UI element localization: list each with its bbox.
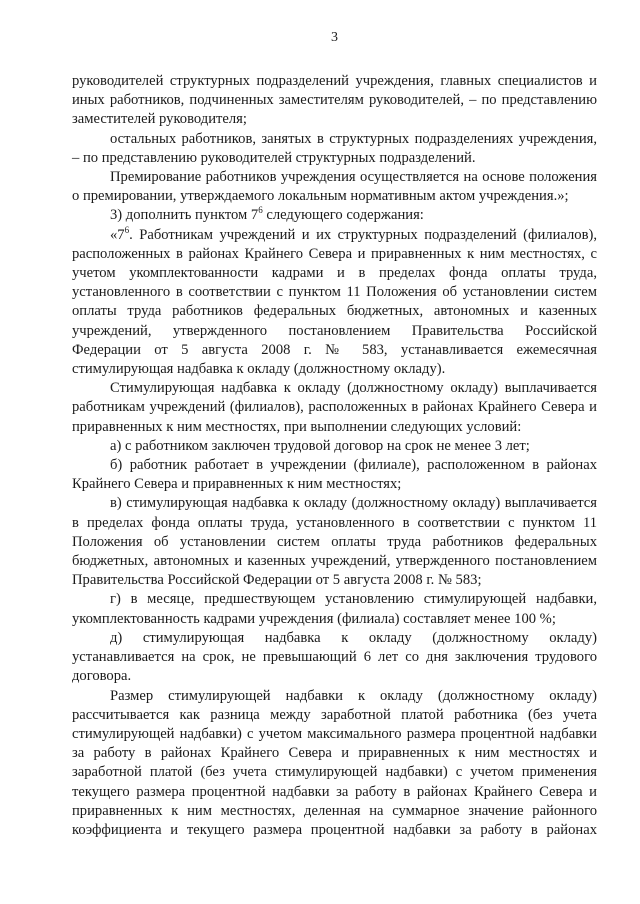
paragraph-text: б) работник работает в учреждении (филиале), расположенном в районах Крайнего Севера и приравненных к ним местностях; (72, 457, 597, 493)
superscript: 6 (258, 205, 263, 216)
paragraph-text: а) с работником заключен трудовой договор на срок не менее 3 лет; (110, 437, 530, 454)
paragraph-text: д) стимулирующая надбавка к окладу (должностному окладу) устанавливается на срок, не превышающий 6 лет со дня заключения трудового договора. (72, 629, 597, 685)
paragraph (72, 130, 597, 168)
paragraph-text: . Работникам учреждений и их структурных подразделений (филиалов), расположенных в районах Крайнего Севера и приравненных к ним местностях, с учетом укомплектованности кадрами и в пределах фонда оплаты труда, установленного в соответствии с пунктом 11 Положения об установлении систем оплаты труда работников федеральных бюджетных, автономных и казенных учреждений, утвержденного постановлением Правительства Российской Федерации от 5 августа 2008 г. № 583, устанавливается ежемесячная стимулирующая надбавка к окладу (должностному окладу). (72, 226, 597, 378)
paragraph (72, 168, 597, 206)
paragraph (72, 72, 597, 130)
paragraph-text: следующего содержания: (262, 207, 424, 224)
paragraph-text: Стимулирующая надбавка к окладу (должностному окладу) выплачивается работникам учреждений (филиалов), расположенных в районах Крайнего Севера и приравненных к ним местностях, при выполнении следующих условий: (72, 380, 597, 435)
paragraph-text: остальных работников, занятых в структурных подразделениях учреждения, – по представлению руководителей структурных подразделений. (72, 130, 597, 166)
paragraph (72, 379, 597, 437)
superscript: 6 (124, 224, 130, 235)
paragraph (72, 629, 597, 687)
paragraph-text: Премирование работников учреждения осуществляется на основе положения о премировании, утверждаемого локальным нормативным актом учреждения.»; (72, 169, 597, 205)
document-body (72, 72, 597, 840)
paragraph (72, 494, 597, 590)
paragraph-text: «7 (110, 226, 125, 243)
paragraph-text: Размер стимулирующей надбавки к окладу (должностному окладу) рассчитывается как разница между заработной платой работника (без учета стимулирующей надбавки) с учетом максимального размера процентной надбавки за работу в районах Крайнего Севера и приравненных к ним местностях и заработной платой (без учета стимулирующей надбавки) с учетом применения текущего размера процентной надбавки за работу в районах Крайнего Севера и приравненных к ним местностях, деленная на суммарное значение районного коэффициента и текущего размера процентной надбавки за работу в районах (72, 687, 597, 838)
paragraph-text: в) стимулирующая надбавка к окладу (должностному окладу) выплачивается в пределах фонда оплаты труда, установленного в соответствии с пунктом 11 Положения об установлении систем оплаты труда работников федеральных бюджетных, автономных и казенных учреждений, утвержденного постановлением Правительства Российской Федерации от 5 августа 2008 г. № 583; (72, 495, 597, 589)
paragraph (72, 456, 597, 494)
paragraph (72, 206, 597, 225)
paragraph-text: 3) дополнить пунктом 7 (110, 207, 259, 224)
paragraph (72, 687, 597, 841)
paragraph-text: г) в месяце, предшествующем установлению стимулирующей надбавки, укомплектованность кадрами учреждения (филиала) составляет менее 100 %; (72, 591, 597, 627)
paragraph (72, 226, 597, 380)
paragraph (72, 437, 597, 456)
paragraph-text: руководителей структурных подразделений учреждения, главных специалистов и иных работников, подчиненных заместителям руководителей, – по представлению заместителей руководителя; (72, 73, 597, 128)
page-number: 3 (331, 30, 338, 45)
paragraph (72, 590, 597, 628)
